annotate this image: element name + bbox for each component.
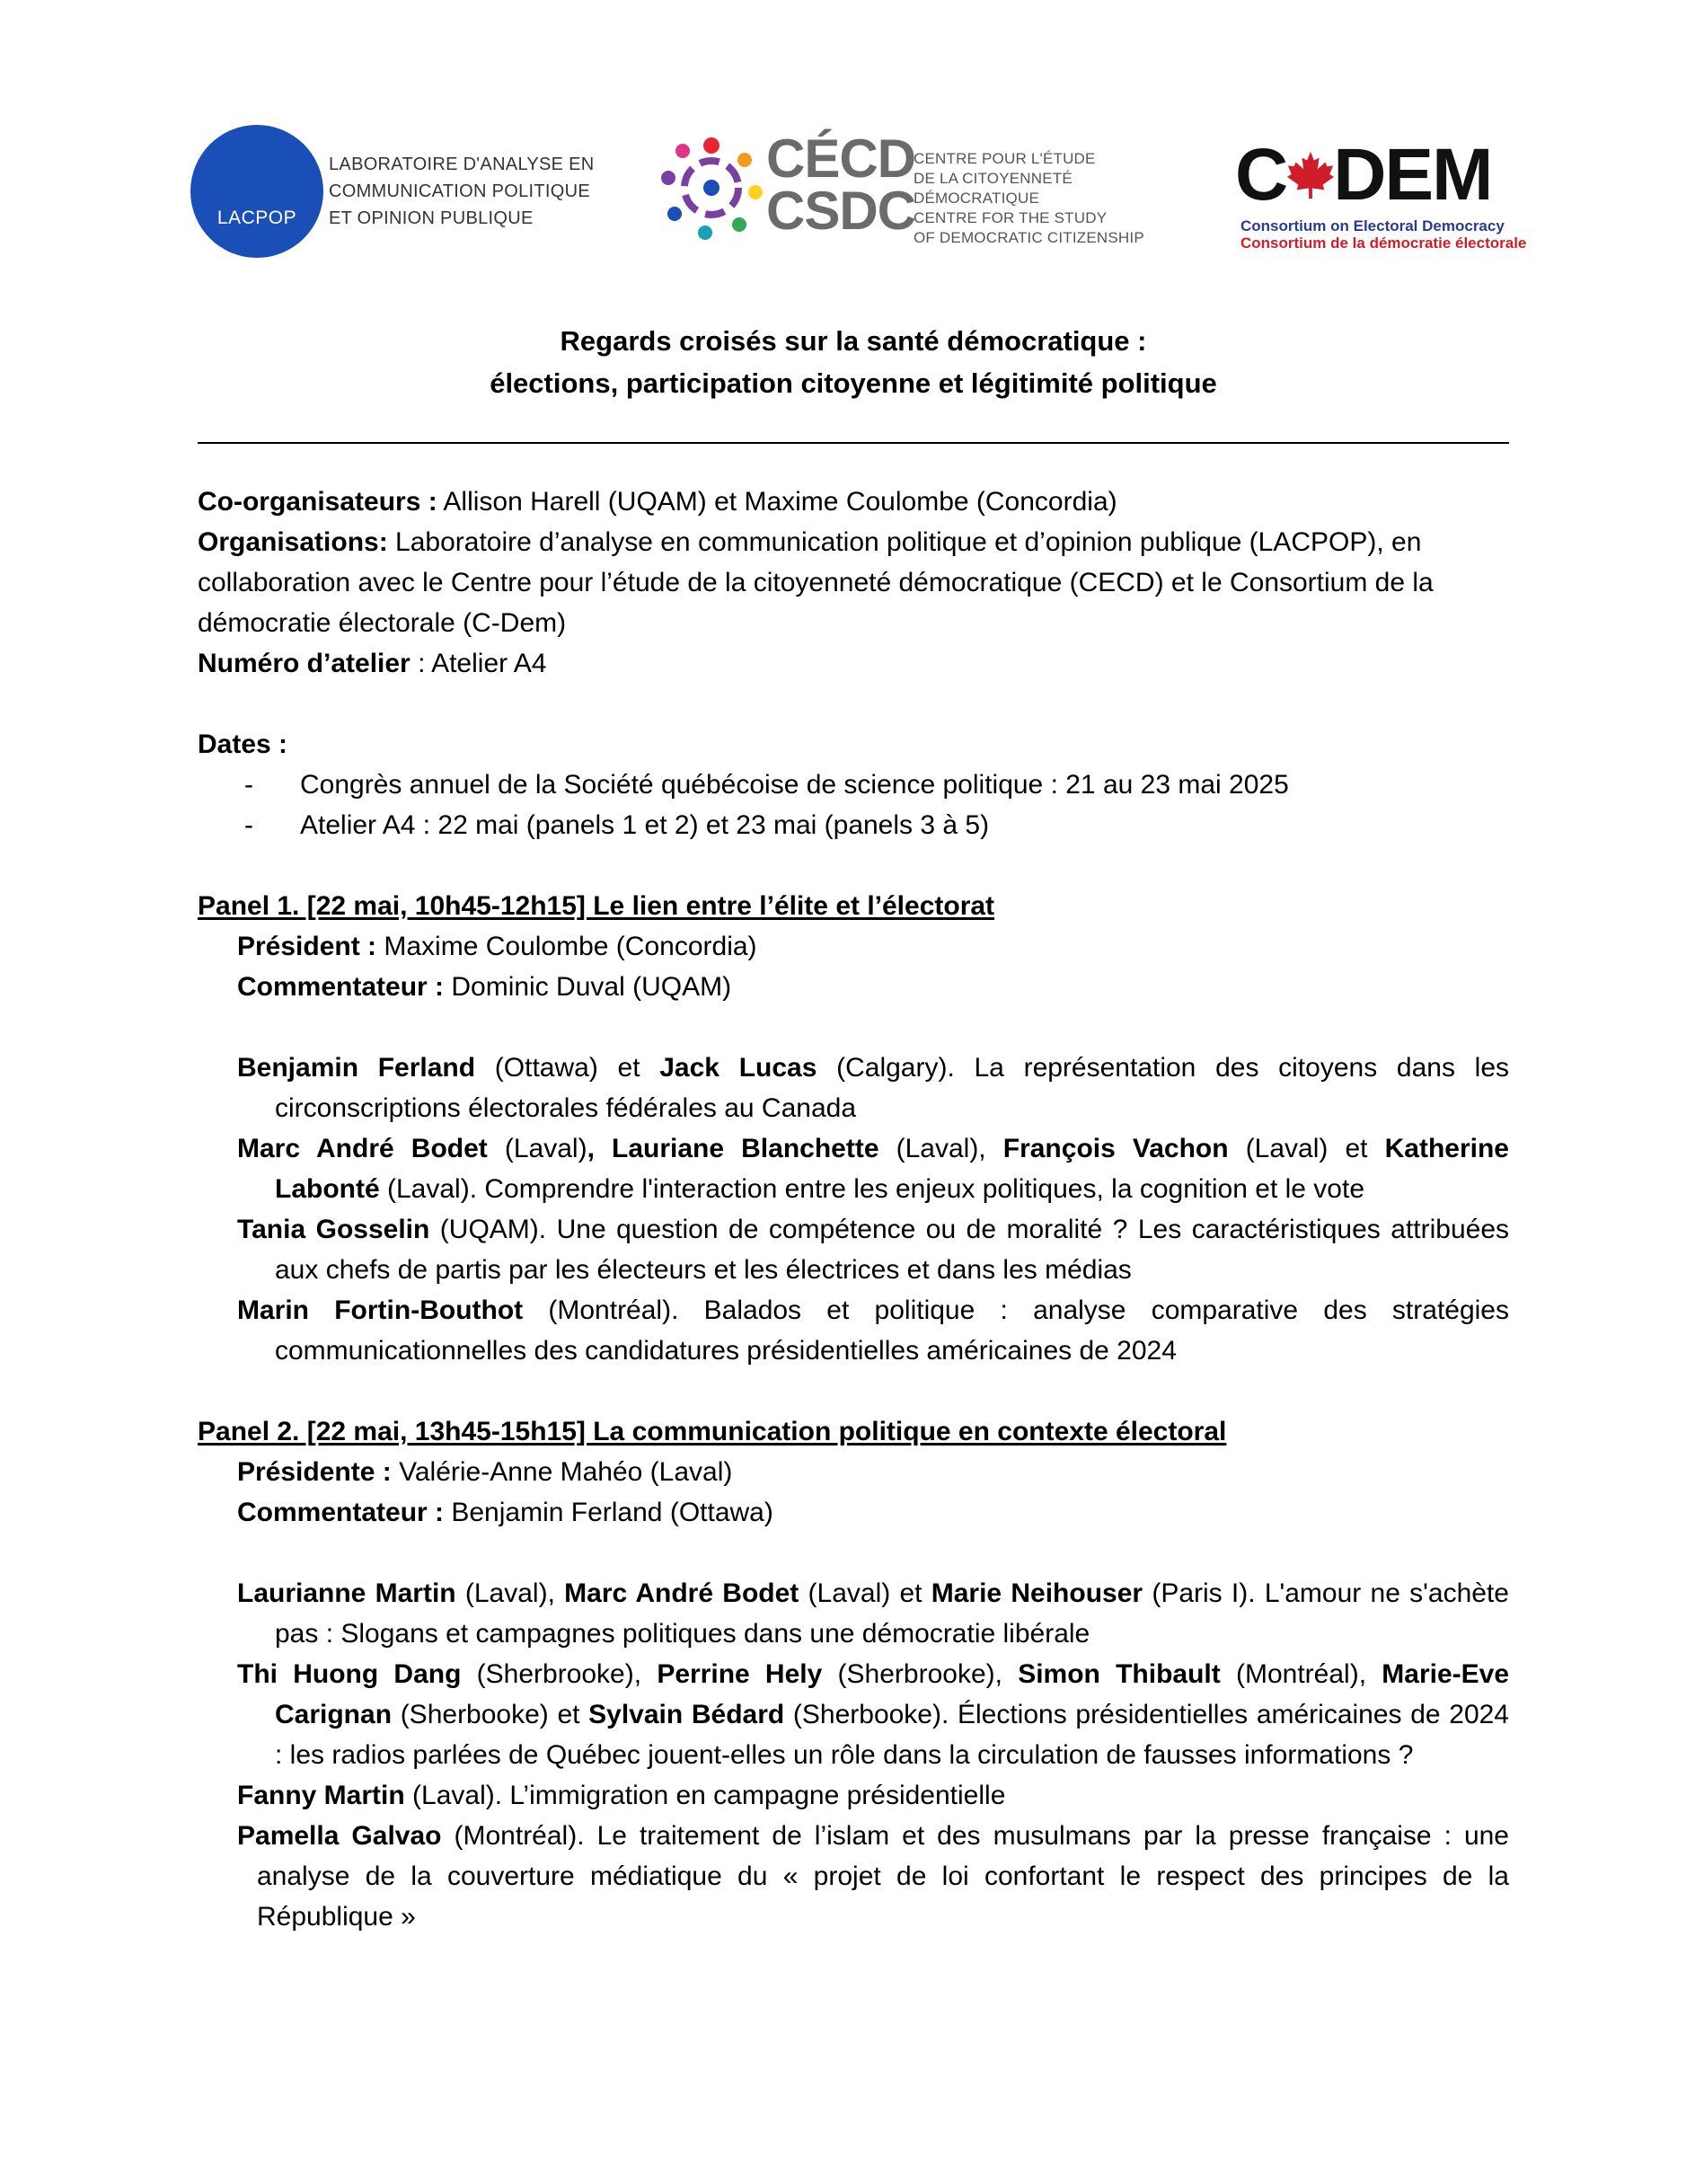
cdem-wordmark xyxy=(1235,134,1492,216)
lacpop-line: ET OPINION PUBLIQUE xyxy=(329,208,534,228)
paper-text: (Laval), xyxy=(878,1134,1003,1163)
author: Marc André Bodet xyxy=(564,1578,799,1608)
document-body xyxy=(198,320,1509,1937)
commentator-line xyxy=(237,967,1509,1007)
paper-entry xyxy=(198,1290,1509,1371)
cecd-line: OF DEMOCRATIC CITIZENSHIP xyxy=(914,229,1144,246)
panel-papers xyxy=(198,1573,1509,1937)
paper-entry xyxy=(198,1048,1509,1128)
panel-heading: Panel 2. [22 mai, 13h45-15h15] La communication politique en contexte électoral xyxy=(198,1417,1227,1446)
commentator-value: Dominic Duval (UQAM) xyxy=(444,972,732,1002)
paper-text: (Ottawa) et xyxy=(475,1053,660,1083)
lacpop-badge: LACPOP xyxy=(216,208,297,228)
author: Katherine Labonté xyxy=(275,1134,1509,1204)
author: , Lauriane Blanchette xyxy=(587,1134,879,1163)
coorganizers-line xyxy=(198,482,1509,522)
dates-list xyxy=(198,765,1509,845)
paper-entry xyxy=(198,1128,1509,1209)
atelier-label: Numéro d’atelier xyxy=(198,649,411,678)
paper-entry xyxy=(198,1573,1509,1654)
organisations-value: Laboratoire d’analyse en communication politique et d’opinion publique (LACPOP), en collaboration avec le Centre pour l’étude de la citoyenneté démocratique (CECD) et le Consortium de la démocratie électorale (C-Dem) xyxy=(198,527,1434,638)
lacpop-logo xyxy=(190,120,613,255)
paper-entry xyxy=(198,1775,1509,1816)
author: Marc André Bodet xyxy=(237,1134,488,1163)
paper-text: (Montréal). Le traitement de l’islam et des musulmans par la presse française : une analyse de la couverture médiatique du « projet de loi confortant le respect des principes de la République » xyxy=(257,1821,1509,1932)
paper-text: (Sherbrooke), xyxy=(461,1659,658,1689)
paper-entry xyxy=(198,1209,1509,1290)
paper-text: (Paris I). L'amour ne s'achète pas : Slogans et campagnes politiques dans une démocratie libérale xyxy=(275,1578,1509,1649)
author: Benjamin Ferland xyxy=(237,1053,476,1083)
cecd-line: CENTRE POUR L'ÉTUDE xyxy=(914,150,1096,167)
author: Fanny Martin xyxy=(237,1781,405,1810)
author: Thi Huong Dang xyxy=(237,1659,462,1689)
panel-2 xyxy=(198,1411,1509,1937)
workshop-info xyxy=(198,482,1509,684)
dates-item: - Atelier A4 : 22 mai (panels 1 et 2) et 23 mai (panels 3 à 5) xyxy=(198,805,1509,845)
author: Jack Lucas xyxy=(659,1053,817,1083)
lacpop-line: COMMUNICATION POLITIQUE xyxy=(329,181,590,201)
author: Pamella Galvao xyxy=(237,1821,442,1851)
chair-line xyxy=(237,926,1509,967)
coorganizers-label: Co-organisateurs : xyxy=(198,487,437,517)
author: Sylvain Bédard xyxy=(588,1700,785,1729)
paper-text: (Montréal). Balados et politique : analyse comparative des stratégies communicationnelles des candidatures présidentielles américaines de 2024 xyxy=(275,1295,1509,1366)
chair-value: Valérie-Anne Mahéo (Laval) xyxy=(391,1457,733,1487)
title-line: élections, participation citoyenne et légitimité politique xyxy=(490,367,1217,399)
panel-heading: Panel 1. [22 mai, 10h45-12h15] Le lien entre l’élite et l’électorat xyxy=(198,891,995,921)
author: Tania Gosselin xyxy=(237,1215,430,1244)
commentator-label: Commentateur : xyxy=(237,972,445,1002)
panel-1 xyxy=(198,886,1509,1371)
title-divider xyxy=(198,442,1509,444)
logo-bar xyxy=(0,117,1695,270)
cecd-line: CENTRE FOR THE STUDY xyxy=(914,209,1108,226)
author: Simon Thibault xyxy=(1018,1659,1221,1689)
paper-text: (Laval) et xyxy=(799,1578,931,1608)
chair-value: Maxime Coulombe (Concordia) xyxy=(376,932,757,961)
author: Perrine Hely xyxy=(657,1659,823,1689)
organisations-label: Organisations: xyxy=(198,527,388,557)
paper-text: (Laval) xyxy=(487,1134,587,1163)
lacpop-line: LABORATOIRE D'ANALYSE EN xyxy=(329,155,595,174)
document-title xyxy=(198,320,1509,404)
commentator-line xyxy=(237,1492,1509,1533)
lacpop-wordmark xyxy=(323,151,595,232)
paper-text: (Laval). Comprendre l'interaction entre les enjeux politiques, la cognition et le vote xyxy=(379,1174,1365,1204)
chair-line xyxy=(237,1452,1509,1492)
author: François Vachon xyxy=(1002,1134,1229,1163)
cecd-acronyms xyxy=(766,128,916,241)
paper-text: (UQAM). Une question de compétence ou de moralité ? Les caractéristiques attribuées aux chefs de partis par les électeurs et les électrices et dans les médias xyxy=(275,1215,1510,1285)
commentator-value: Benjamin Ferland (Ottawa) xyxy=(444,1498,773,1527)
paper-text: (Montréal), xyxy=(1220,1659,1382,1689)
cdem-logo xyxy=(1235,134,1527,252)
cecd-line: DE LA CITOYENNETÉ DÉMOCRATIQUE xyxy=(914,170,1073,207)
cdem-right: DEM xyxy=(1333,134,1492,216)
cecd-acronym-fr: CÉCD xyxy=(766,128,916,189)
commentator-label: Commentateur : xyxy=(237,1498,445,1527)
cecd-mark-icon xyxy=(660,137,764,240)
paper-entry xyxy=(198,1654,1509,1775)
cecd-acronym-en: CSDC xyxy=(766,181,916,241)
dates-section xyxy=(198,724,1509,845)
coorganizers-value: Allison Harell (UQAM) et Maxime Coulombe (Concordia) xyxy=(437,487,1117,517)
dates-label: Dates : xyxy=(198,729,288,759)
paper-text: (Laval) et xyxy=(1228,1134,1385,1163)
panel-papers xyxy=(198,1048,1509,1371)
maple-leaf-icon xyxy=(1284,148,1337,200)
chair-label: Présidente : xyxy=(237,1457,392,1487)
author: Laurianne Martin xyxy=(237,1578,456,1608)
atelier-line xyxy=(198,643,1509,684)
paper-text: (Laval), xyxy=(455,1578,565,1608)
cdem-line-en: Consortium on Electoral Democracy xyxy=(1240,217,1505,234)
author: Marin Fortin-Bouthot xyxy=(237,1295,524,1325)
panel-roles xyxy=(198,926,1509,1007)
paper-entry xyxy=(198,1816,1509,1937)
paper-text: (Sherbooke). Élections présidentielles américaines de 2024 : les radios parlées de Québec jouent-elles un rôle dans la circulation de fausses informations ? xyxy=(275,1700,1509,1770)
dates-item: - Congrès annuel de la Société québécoise de science politique : 21 au 23 mai 2025 xyxy=(198,765,1509,805)
author: Marie-Eve Carignan xyxy=(275,1659,1510,1729)
cecd-wordmark xyxy=(914,149,1199,248)
paper-text: (Laval). L’immigration en campagne présidentielle xyxy=(404,1781,1006,1810)
lacpop-circle xyxy=(190,125,323,258)
cecd-logo xyxy=(660,128,1199,246)
paper-text: (Calgary). La représentation des citoyens dans les circonscriptions électorales fédérales au Canada xyxy=(275,1053,1510,1123)
panel-roles xyxy=(198,1452,1509,1533)
atelier-value: : Atelier A4 xyxy=(410,649,547,678)
cdem-line-fr: Consortium de la démocratie électorale xyxy=(1240,234,1527,252)
chair-label: Président : xyxy=(237,932,377,961)
author: Marie Neihouser xyxy=(931,1578,1143,1608)
title-line: Regards croisés sur la santé démocratique : xyxy=(560,325,1147,357)
organisations-line xyxy=(198,522,1509,643)
paper-text: (Sherbooke) et xyxy=(392,1700,589,1729)
cdem-left: C xyxy=(1235,134,1287,216)
paper-text: (Sherbrooke), xyxy=(822,1659,1019,1689)
